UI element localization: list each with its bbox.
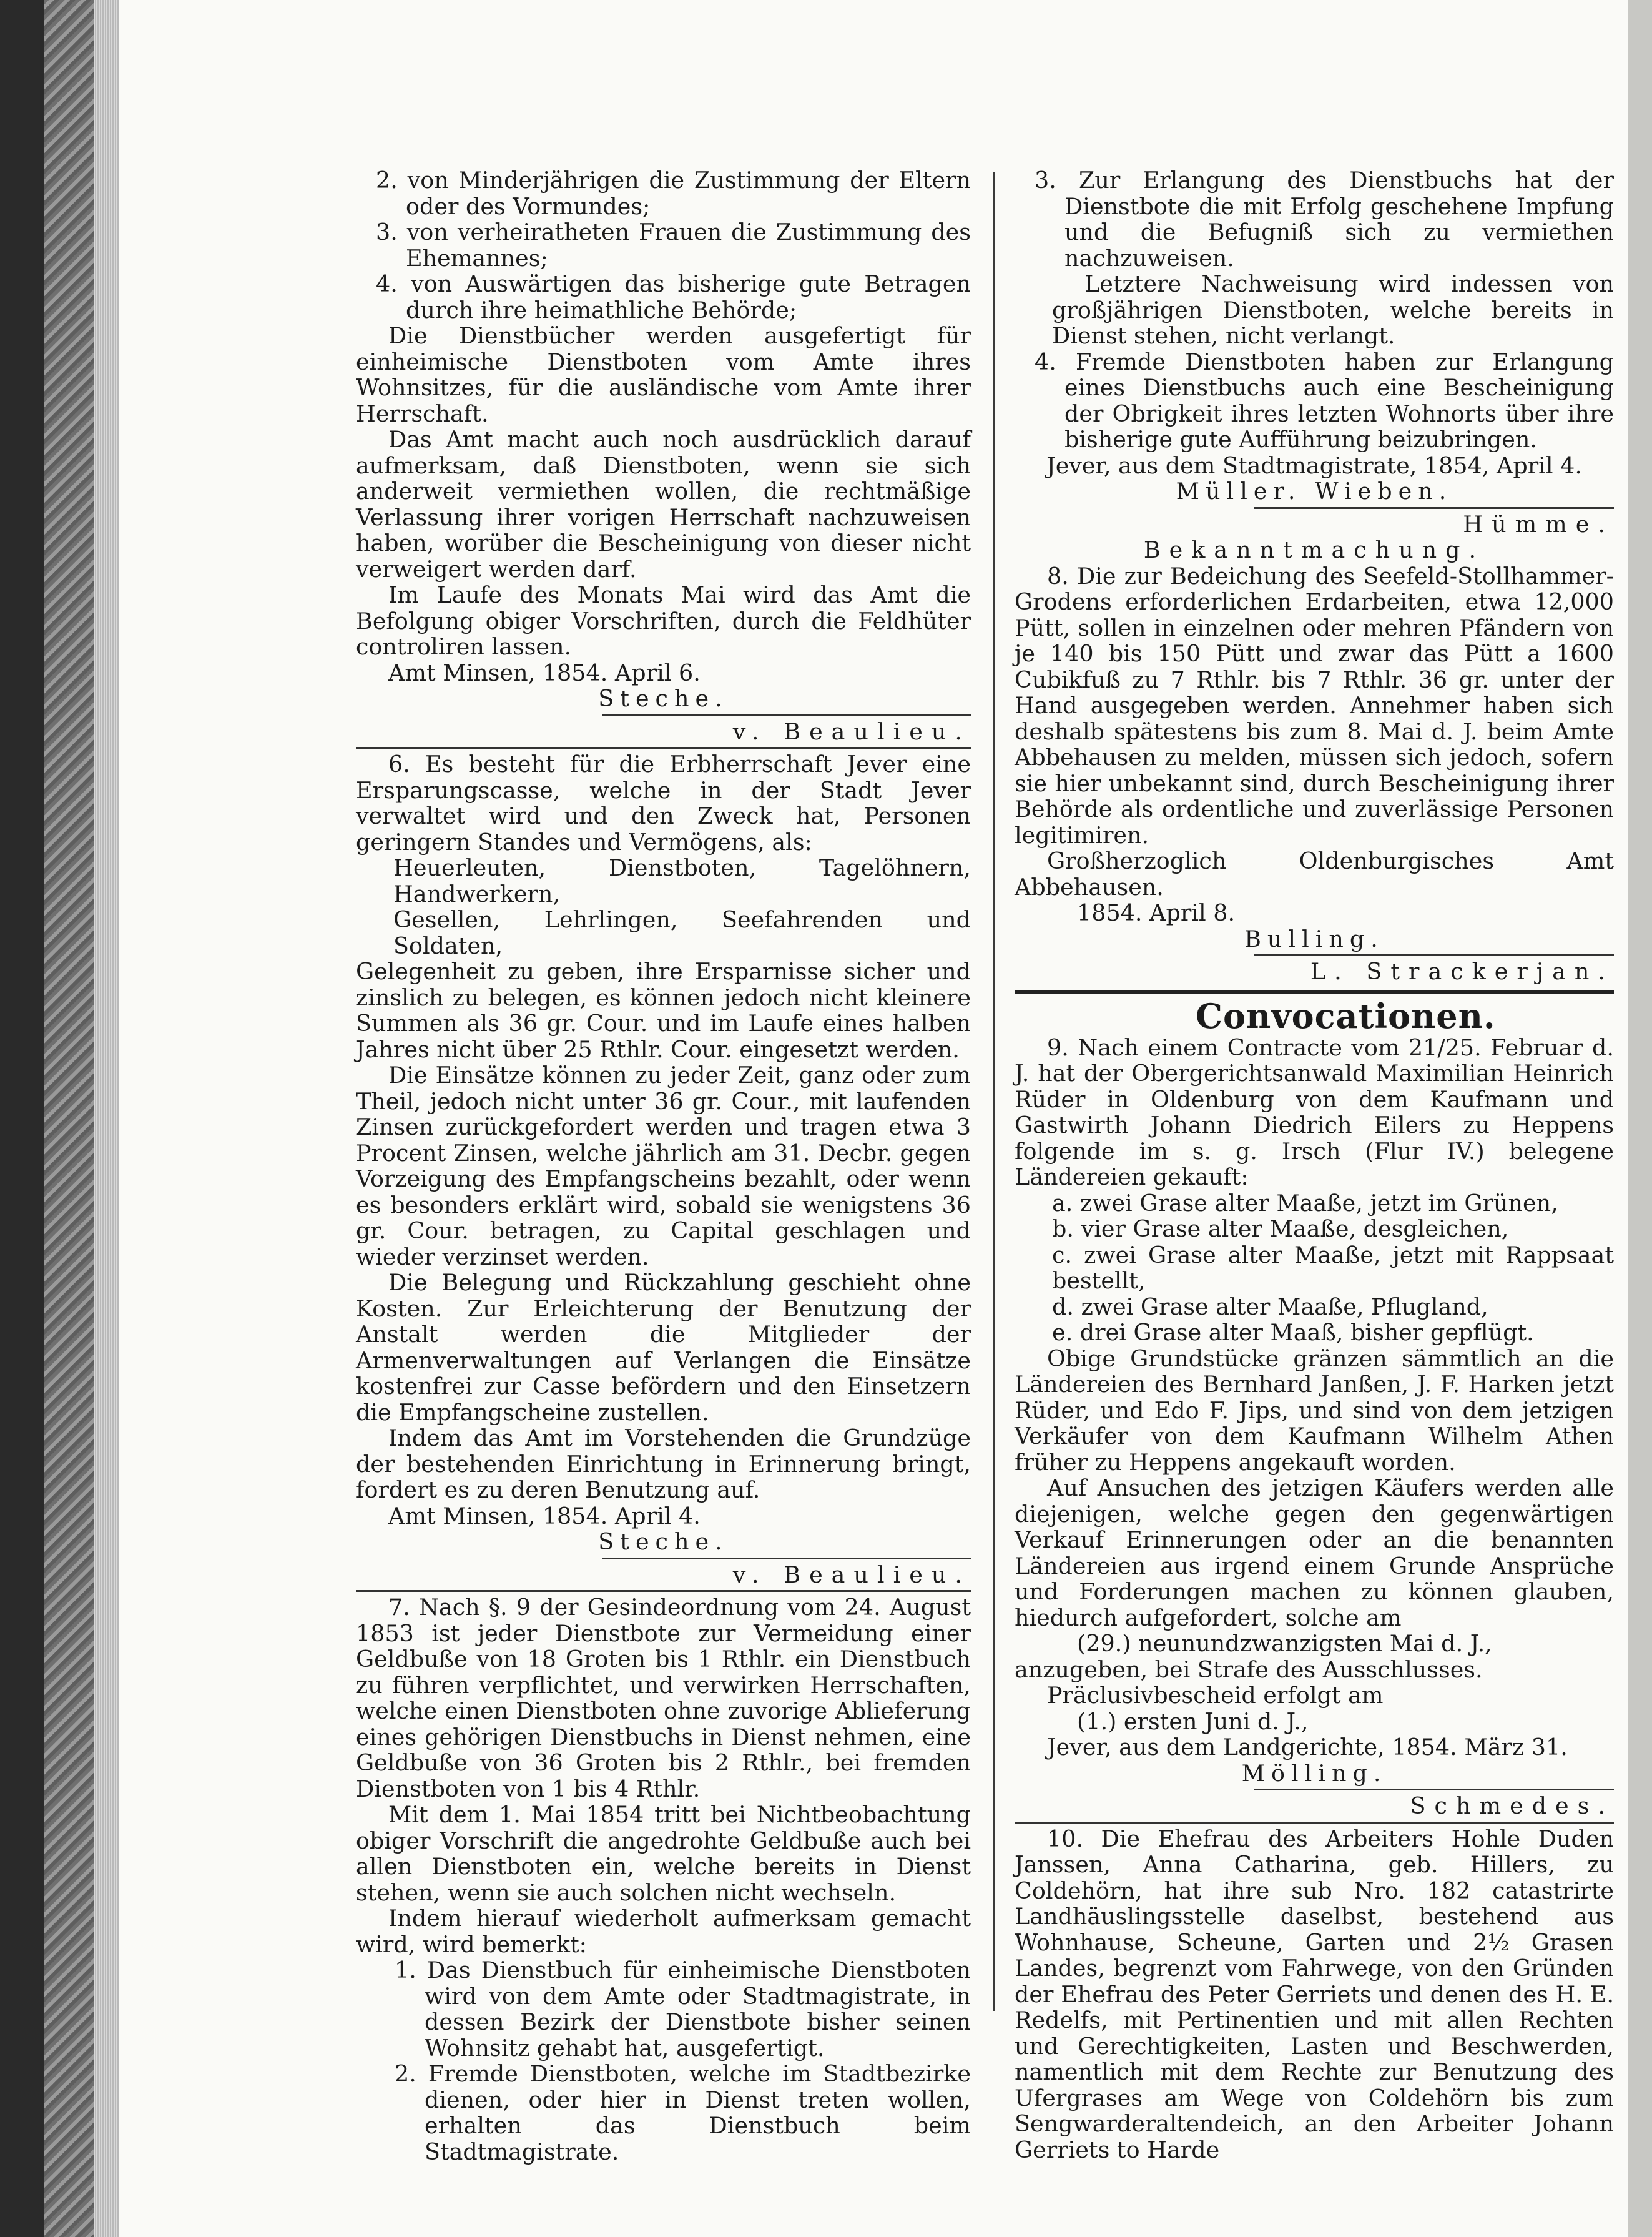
right-item-3: 3. Zur Erlangung des Dienstbuchs hat der Dienstbote die mit Erfolg geschehene Impfung und die Befugniß sich zu vermiethen nachzuweisen. <box>1035 167 1614 272</box>
notice-7-item-2: 2. Fremde Dienstboten, welche im Stadtbezirke dienen, oder hier in Dienst treten wollen, erhalten das Dienstbuch beim Stadtmagistrate. <box>395 2060 971 2165</box>
notice-9-intro: 9. Nach einem Contracte vom 21/25. Februar d. J. hat der Obergerichtsanwald Maximilian Heinrich Rüder in Oldenburg von dem Kaufmann und Gastwirth Johann Diedrich Eilers zu Heppens folgende im s. g. Irsch (Flur IV.) belegene Ländereien gekauft: <box>1015 1034 1614 1190</box>
left-paragraph: Mit dem 1. Mai 1854 tritt bei Nichtbeobachtung obiger Vorschrift die angedrohte Geldbuße auch bei allen Dienstboten ein, welche bereits in Dienst stehen, wenn sie auch solchen nicht wechseln. <box>356 1801 971 1906</box>
section-heading: Convocationen. <box>1196 995 1496 1036</box>
notice-separator <box>356 747 971 749</box>
right-paragraph: Letztere Nachweisung wird indessen von großjährigen Dienstboten, welche bereits in Dienst stehen, nicht verlangt. <box>1052 270 1614 349</box>
right-page-edge <box>1628 0 1652 2237</box>
left-paragraph: Indem hierauf wiederholt aufmerksam gemacht wird, wird bemerkt: <box>356 1905 971 1958</box>
column-divider <box>993 172 995 2011</box>
notice-separator <box>356 1590 971 1592</box>
left-paragraph: Die Belegung und Rückzahlung geschieht ohne Kosten. Zur Erleichterung der Benutzung der Anstalt werden die Mitglieder der Armenverwaltungen auf Verlangen die Einsätze kostenfrei zur Casse befördern und den Einsetzern die Empfangscheine zustellen. <box>356 1269 971 1426</box>
left-item-2: 2. von Minderjährigen die Zustimmung der Eltern oder des Vormundes; <box>376 167 971 220</box>
book-spine <box>0 0 44 2237</box>
signature-name: Mölling. <box>1241 1759 1387 1787</box>
section-rule <box>1015 990 1614 994</box>
left-paragraph: Gelegenheit zu geben, ihre Ersparnisse sicher und zinslich zu belegen, es können jedoch nicht kleinere Summen als 36 gr. Cour. und im Laufe eines halben Jahres nicht über 25 Rthlr. Cour. eingesetzt werden. <box>356 958 971 1063</box>
signature-rule <box>1254 507 1614 509</box>
signature-rule <box>602 714 971 716</box>
notice-7-item-1: 1. Das Dienstbuch für einheimische Dienstboten wird von dem Amte oder Stadtmagistrate, in dessen Bezirk der Dienstbote bisher seinen Wohnsitz gehabt hat, ausgefertigt. <box>395 1957 971 2062</box>
left-paragraph: Die Einsätze können zu jeder Zeit, ganz oder zum Theil, jedoch nicht unter 36 gr. Cour., mit laufenden Zinsen zurückgefordert werden und tragen etwa 3 Procent Zinsen, welche jährlich am 31. Decbr. gegen Vorzeigung des Empfangscheins bezahlt, oder wenn es besonders erklärt wird, sobald sie wenigstens 36 gr. Cour. betragen, zu Capital geschlagen und wieder verzinset werden. <box>356 1062 971 1270</box>
signature-place: Amt Minsen, 1854. April 4. <box>388 1502 701 1529</box>
right-paragraph: Obige Grundstücke gränzen sämmtlich an die Ländereien des Bernhard Janßen, J. F. Harken jetzt Rüder, und Edo F. Jips, und sind von dem jetzigen Verkäufer von dem Kaufmann Wilhelm Athen früher zu Heppens angekauft worden. <box>1015 1345 1614 1476</box>
signature-place: Jever, aus dem Landgerichte, 1854. März 31. <box>1047 1734 1568 1760</box>
signature-secretary: v. Beaulieu. <box>732 1561 971 1588</box>
signature-rule <box>602 1558 971 1559</box>
left-paragraph: Die Dienstbücher werden ausgefertigt für einheimische Dienstboten vom Amte ihres Wohnsitzes, für die ausländische vom Amte ihrer Herrschaft. <box>356 322 971 427</box>
marbled-edge <box>44 0 94 2237</box>
notice-6-intro: 6. Es besteht für die Erbherrschaft Jever eine Ersparungscasse, welche in der Stadt Jever verwaltet wird und den Zweck hat, Personen geringern Standes und Vermögens, als: <box>356 751 971 856</box>
left-paragraph: Im Laufe des Monats Mai wird das Amt die Befolgung obiger Vorschriften, durch die Feldhüter controliren lassen. <box>356 581 971 660</box>
right-paragraph: Auf Ansuchen des jetzigen Käufers werden alle diejenigen, welche gegen den gegenwärtigen Verkauf Erinnerungen oder an die benannten Ländereien aus irgend einem Grunde Ansprüche und Forderungen machen zu können glauben, hiedurch aufgefordert, solche am <box>1015 1474 1614 1631</box>
notice-9-list-item: c. zwei Grase alter Maaße, jetzt mit Rappsaat bestellt, <box>1052 1241 1614 1294</box>
left-paragraph: Indem das Amt im Vorstehenden die Grundzüge der bestehenden Einrichtung in Erinnerung bringt, fordert es zu deren Benutzung auf. <box>356 1425 971 1503</box>
notice-9-list-item: e. drei Grase alter Maaß, bisher gepflügt. <box>1052 1319 1534 1346</box>
signature-name: Bulling. <box>1244 925 1384 952</box>
deadline-date: (29.) neunundzwanzigsten Mai d. J., <box>1077 1630 1492 1657</box>
notice-separator <box>1015 1822 1614 1824</box>
notice-10-text: 10. Die Ehefrau des Arbeiters Hohle Duden Janssen, Anna Catharina, geb. Hillers, zu Coldehörn, hat ihre sub Nro. 182 catastrirte Landhäuslingsstelle daselbst, bestehend aus Wohnhause, Scheune, Garten und 2½ Grasen Landes, begrenzt vom Fahrwege, von den Gründen der Ehefrau des Peter Gerriets und denen des H. E. Redelfs, mit Pertinentien und mit allen Rechten und Gerechtigkeiten, Lasten und Beschwerden, namentlich mit dem Rechte zur Benutzung des Ufergrases am Wege von Coldehörn bis zum Sengwarderaltendeich, an den Arbeiter Johann Gerriets to Harde <box>1015 1825 1614 2163</box>
signature-office: Großherzoglich Oldenburgisches Amt Abbehausen. <box>1015 847 1614 901</box>
left-column <box>356 167 971 2165</box>
signature-name: Steche. <box>598 1528 729 1555</box>
notice-8-text: 8. Die zur Bedeichung des Seefeld-Stollhammer-Grodens erforderlichen Erdarbeiten, etwa 12,000 Pütt, sollen in einzelnen oder mehren Pfändern von je 140 bis 150 Pütt und zwar das Pütt a 1600 Cubikfuß zu 7 Rthlr. bis 7 Rthlr. 36 gr. unter der Hand ausgegeben werden. Annehmer haben sich deshalb spätestens bis zum 8. Mai d. J. beim Amte Abbehausen zu melden, müssen sich jedoch, sofern sie hier unbekannt sind, durch Bescheinigung ihrer Behörde als ordentliche und zuverlässige Personen legitimiren. <box>1015 562 1614 849</box>
page-stack-edge <box>94 0 119 2237</box>
signature-secretary: v. Beaulieu. <box>732 718 971 745</box>
signature-name: Steche. <box>598 685 729 712</box>
signature-secretary: Schmedes. <box>1410 1792 1614 1819</box>
notice-9-list-item: d. zwei Grase alter Maaße, Pflugland, <box>1052 1293 1488 1320</box>
signature-rule <box>1254 1789 1614 1790</box>
deadline-date: (1.) ersten Juni d. J., <box>1077 1707 1309 1735</box>
right-item-4: 4. Fremde Dienstboten haben zur Erlangung eines Dienstbuchs auch eine Bescheinigung der Obrigkeit ihres letzten Wohnorts über ihre bisherige gute Aufführung beizubringen. <box>1035 348 1614 453</box>
signature-names: Müller. Wieben. <box>1176 478 1453 505</box>
notice-6-list: Gesellen, Lehrlingen, Seefahrenden und Soldaten, <box>393 906 971 959</box>
notice-9-list-item: a. zwei Grase alter Maaße, jetzt im Grünen, <box>1052 1189 1558 1217</box>
signature-date: 1854. April 8. <box>1077 899 1236 926</box>
right-paragraph: anzugeben, bei Strafe des Ausschlusses. <box>1015 1656 1483 1683</box>
signature-rule <box>1254 954 1614 956</box>
signature-place: Jever, aus dem Stadtmagistrate, 1854, April 4. <box>1046 452 1582 479</box>
notice-9-list-item: b. vier Grase alter Maaße, desgleichen, <box>1052 1215 1509 1242</box>
left-paragraph: Das Amt macht auch noch ausdrücklich darauf aufmerksam, daß Dienstboten, wenn sie sich anderweit vermiethen wollen, die rechtmäßige Verlassung ihrer vorigen Herrschaft nachzuweisen haben, worüber die Bescheinigung von dieser nicht verweigert werden darf. <box>356 426 971 583</box>
announcement-title: Bekanntmachung. <box>1143 536 1485 563</box>
notice-6-list: Heuerleuten, Dienstboten, Tagelöhnern, Handwerkern, <box>393 854 971 907</box>
right-paragraph: Präclusivbescheid erfolgt am <box>1047 1682 1384 1709</box>
signature-secretary: L. Strackerjan. <box>1310 958 1614 985</box>
right-column <box>1015 167 1614 2163</box>
left-item-4: 4. von Auswärtigen das bisherige gute Betragen durch ihre heimathliche Behörde; <box>376 270 971 323</box>
signature-place: Amt Minsen, 1854. April 6. <box>388 659 701 686</box>
signature-secretary: Hümme. <box>1463 510 1614 538</box>
notice-7-intro: 7. Nach §. 9 der Gesindeordnung vom 24. August 1853 ist jeder Dienstbote zur Vermeidung einer Geldbuße von 18 Groten bis 1 Rthlr. ein Dienstbuch zu führen verpflichtet, und verwirken Herrschaften, welche einen Dienstboten ohne zuvorige Ablieferung eines gehörigen Dienstbuchs in Dienst nehmen, eine Geldbuße von 36 Groten bis 2 Rthlr., bei fremden Dienstboten von 1 bis 4 Rthlr. <box>356 1594 971 1802</box>
left-item-3: 3. von verheiratheten Frauen die Zustimmung des Ehemannes; <box>376 219 971 272</box>
